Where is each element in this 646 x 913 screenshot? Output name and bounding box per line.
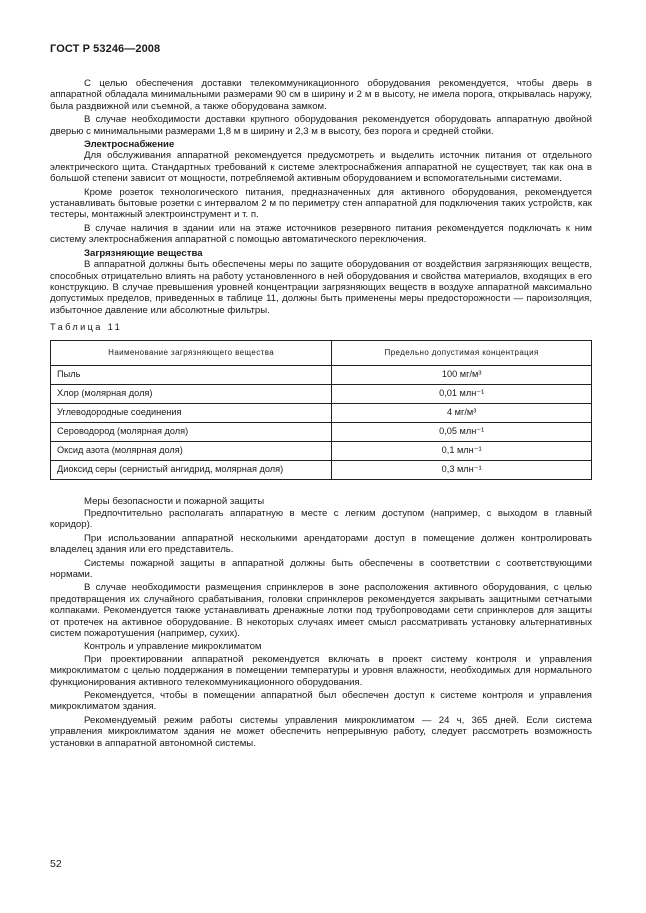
table-column-header: Наименование загрязняющего вещества: [51, 340, 332, 365]
paragraph: Рекомендуемый режим работы системы управления микроклиматом — 24 ч, 365 дней. Если система управления микроклиматом здания не может обеспечить непрерывную работу, следует рассмотреть возможность установки в аппаратной автономной системы.: [50, 714, 592, 749]
table-header-row: [51, 340, 592, 365]
fire-section: [50, 496, 592, 640]
table-row: [51, 422, 592, 441]
section-heading-power: Электроснабжение: [84, 139, 175, 151]
paragraph: Для обслуживания аппаратной рекомендуется предусмотреть и выделить источник питания от отдельного электрического щита. Стандартных требований к системе электроснабжения аппаратной не существует, так как она в большой степени зависит от мощности, потребляемой активным оборудованием и вспомогательными системами.: [50, 150, 592, 185]
document-body: [50, 78, 592, 751]
section-heading-climate: Контроль и управление микроклиматом: [84, 641, 262, 653]
paragraph: Кроме розеток технологического питания, предназначенных для активного оборудования, рекомендуется устанавливать бытовые розетки с интервалом 2 м по периметру стен аппаратной для подключения таких устройств, как тестеры, монтажный электроинструмент и т. п.: [50, 186, 592, 221]
table-row: [51, 403, 592, 422]
table-cell-concentration: 0,01 млн⁻¹: [332, 384, 592, 403]
table-cell-substance: Пыль: [51, 365, 332, 384]
paragraph: В случае необходимости размещения спринклеров в зоне расположения активного оборудования, с целью предотвращения их случайного срабатывания, головки спринклеров рекомендуется закрывать защитными сетчатыми колпаками. Рекомендуется также устанавливать дренажные лотки под трубопроводами сети спринклеров для защиты от протечек на активное оборудование. В некоторых случаях имеет смысл рассматривать установку альтернативных систем пожаротушения (например, сухих).: [50, 582, 592, 639]
paragraph: С целью обеспечения доставки телекоммуникационного оборудования рекомендуется, чтобы дверь в аппаратной обладала минимальными размерами 90 см в ширину и 2 м в высоту, не имела порога, открывалась наружу, была раздвижной или съемной, а также оборудована замком.: [50, 78, 592, 112]
table-cell-substance: Диоксид серы (сернистый ангидрид, молярная доля): [51, 460, 332, 479]
paragraph: Рекомендуется, чтобы в помещении аппаратной был обеспечен доступ к системе контроля и управления микроклиматом здания.: [50, 690, 592, 713]
table-column-header: Предельно допустимая концентрация: [332, 340, 592, 365]
table-cell-concentration: 0,3 млн⁻¹: [332, 460, 592, 479]
table-row: [51, 460, 592, 479]
table-cell-concentration: 0,1 млн⁻¹: [332, 441, 592, 460]
contaminants-table: [50, 340, 592, 480]
table-cell-concentration: 0,05 млн⁻¹: [332, 422, 592, 441]
table-caption: Таблица 11: [50, 322, 123, 333]
paragraph: При использовании аппаратной несколькими арендаторами доступ в помещение должен контролировать владелец здания или его представитель.: [50, 532, 592, 556]
table-cell-substance: Оксид азота (молярная доля): [51, 441, 332, 460]
paragraph: При проектировании аппаратной рекомендуется включать в проект систему контроля и управления микроклиматом с целью поддержания в помещении температуры и уровня влажности, необходимых для нормального функционирования активного телекоммуникационного оборудования.: [50, 653, 592, 688]
page-number: 52: [50, 858, 62, 870]
section-heading-fire: Меры безопасности и пожарной защиты: [84, 495, 265, 507]
paragraph: В случае наличия в здании или на этаже источников резервного питания рекомендуется подключать к ним систему электроснабжения аппаратной с помощью автоматического переключения.: [50, 222, 592, 246]
table-cell-substance: Углеводородные соединения: [51, 403, 332, 422]
table-cell-substance: Сероводород (молярная доля): [51, 422, 332, 441]
table-row: [51, 441, 592, 460]
table-cell-substance: Хлор (молярная доля): [51, 384, 332, 403]
paragraph: В случае необходимости доставки крупного оборудования рекомендуется оборудовать аппаратную двойной дверью с минимальными размерами 1,8 м в ширину и 2,3 м в высоту, без порога и средней стойки.: [50, 114, 592, 137]
document-header: ГОСТ Р 53246—2008: [50, 43, 161, 55]
section-heading-contaminants: Загрязняющие вещества: [84, 247, 203, 259]
paragraph: Системы пожарной защиты в аппаратной должны быть обеспечены в соответствии с соответствующими нормами.: [50, 557, 592, 580]
table-row: [51, 365, 592, 384]
table-cell-concentration: 4 мг/м³: [332, 403, 592, 422]
paragraph: В аппаратной должны быть обеспечены меры по защите оборудования от воздействия загрязняющих веществ, способных отрицательно влиять на работу установленного в ней оборудования и свойства материалов, входящих в его конструкцию. В случае превышения уровней концентрации загрязняющих веществ в воздухе аппаратной максимально допустимых пределов, приведенных в таблице 11, должны быть применены меры предосторожности — пароизоляция, избыточное давление или абсолютные фильтры.: [50, 259, 592, 316]
paragraph: Предпочтительно располагать аппаратную в месте с легким доступом (например, с выходом в главный коридор).: [50, 507, 592, 531]
table-cell-concentration: 100 мг/м³: [332, 365, 592, 384]
table-row: [51, 384, 592, 403]
